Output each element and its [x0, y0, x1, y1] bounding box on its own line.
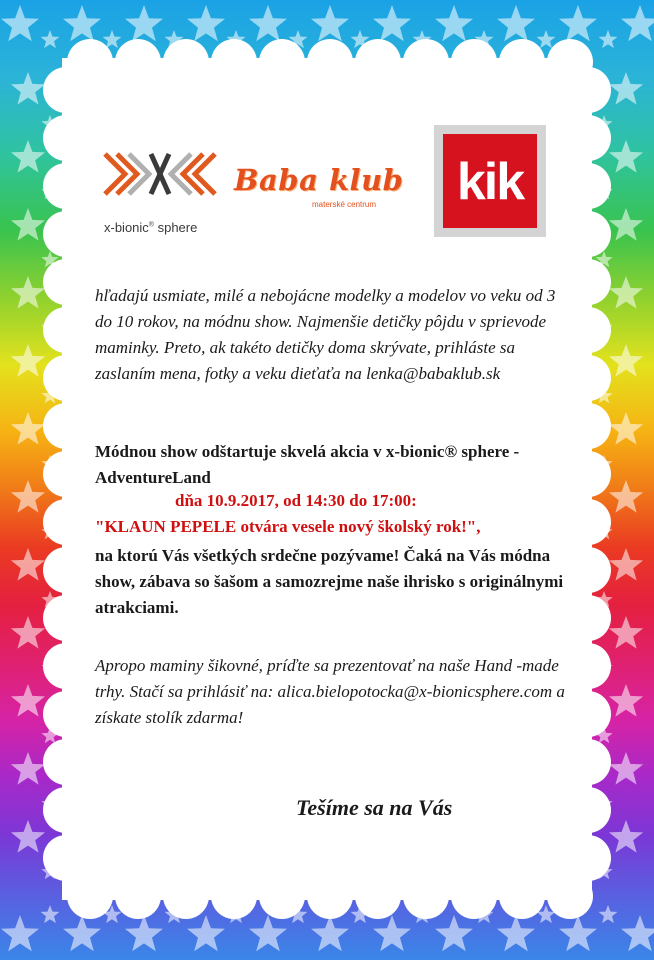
border-wave — [565, 835, 611, 881]
star-icon — [435, 915, 473, 951]
event-date: dňa 10.9.2017, od 14:30 do 17:00: — [175, 491, 417, 510]
border-wave — [43, 643, 89, 689]
star-icon — [609, 820, 643, 853]
star-icon — [1, 5, 39, 41]
star-icon — [249, 5, 287, 41]
border-wave — [43, 259, 89, 305]
star-icon — [125, 5, 163, 41]
border-wave — [211, 39, 257, 85]
border-wave — [565, 115, 611, 161]
border-wave — [163, 873, 209, 919]
border-wave — [565, 211, 611, 257]
star-icon — [609, 72, 643, 105]
paragraph-event-intro: Módnou show odštartuje skvelá akcia v x-bionic® sphere - AdventureLand — [95, 442, 520, 487]
border-wave — [43, 403, 89, 449]
star-icon — [11, 72, 45, 105]
border-wave — [355, 39, 401, 85]
border-wave — [43, 115, 89, 161]
star-icon — [609, 276, 643, 309]
border-wave — [163, 39, 209, 85]
star-icon — [11, 820, 45, 853]
border-wave — [43, 595, 89, 641]
star-icon — [41, 905, 60, 923]
border-wave — [43, 307, 89, 353]
border-wave — [451, 873, 497, 919]
closing-greeting: Tešíme sa na Vás — [296, 795, 453, 820]
star-icon — [125, 915, 163, 951]
event-title: "KLAUN PEPELE otvára vesele nový školský rok!", — [95, 517, 481, 536]
border-wave — [565, 163, 611, 209]
star-icon — [11, 140, 45, 173]
babaklub-logo-title: Baba klub — [234, 163, 404, 197]
border-wave — [43, 499, 89, 545]
border-wave — [565, 499, 611, 545]
xbionic-wordmark: x-bionic® sphere — [104, 220, 198, 235]
border-wave — [43, 355, 89, 401]
star-icon — [63, 915, 101, 951]
star-icon — [11, 412, 45, 445]
border-wave — [403, 39, 449, 85]
star-icon — [559, 915, 597, 951]
kik-logo-background — [443, 134, 537, 228]
border-wave — [565, 739, 611, 785]
border-wave — [115, 873, 161, 919]
star-icon — [435, 5, 473, 41]
star-icon — [373, 5, 411, 41]
star-icon — [311, 915, 349, 951]
border-wave — [43, 835, 89, 881]
kik-logo-text: kik — [456, 153, 524, 211]
star-icon — [621, 915, 654, 951]
star-icon — [249, 915, 287, 951]
kik-logo — [434, 125, 546, 237]
star-icon — [11, 480, 45, 513]
star-icon — [41, 30, 60, 48]
star-icon — [609, 548, 643, 581]
star-icon — [609, 412, 643, 445]
star-icon — [609, 140, 643, 173]
border-wave — [115, 39, 161, 85]
star-icon — [609, 208, 643, 241]
paragraph-event-details: na ktorú Vás všetkých srdečne pozývame! Čaká na Vás módna show, zábava so šašom a samozrejme naše ihrisko s originálnymi atrakciami. — [95, 546, 564, 617]
star-icon — [187, 915, 225, 951]
star-icon — [621, 5, 654, 41]
border-wave — [565, 67, 611, 113]
star-icon — [497, 5, 535, 41]
star-icon — [609, 752, 643, 785]
star-icon — [11, 684, 45, 717]
star-icon — [311, 5, 349, 41]
star-icon — [609, 344, 643, 377]
border-wave — [43, 211, 89, 257]
star-icon — [497, 915, 535, 951]
border-wave — [565, 787, 611, 833]
border-wave — [307, 873, 353, 919]
star-icon — [609, 616, 643, 649]
star-icon — [11, 276, 45, 309]
star-icon — [609, 684, 643, 717]
star-icon — [599, 30, 618, 48]
star-icon — [11, 548, 45, 581]
star-icon — [599, 905, 618, 923]
border-wave — [403, 873, 449, 919]
babaklub-logo-subtitle: materské centrum — [312, 200, 377, 209]
border-wave — [499, 39, 545, 85]
star-icon — [373, 915, 411, 951]
border-wave — [43, 739, 89, 785]
border-wave — [211, 873, 257, 919]
paragraph-casting-call: hľadajú usmiate, milé a nebojácne modelky a modelov vo veku od 3 do 10 rokov, na módnu show. Najmenšie detičky pôjdu v sprievode maminky. Preto, ak takéto detičky doma skrývate, prihláste sa zaslaním mena, fotky a veku dieťaťa na lenka@babaklub.sk — [95, 286, 556, 383]
border-wave — [355, 873, 401, 919]
border-wave — [307, 39, 353, 85]
border-wave — [43, 163, 89, 209]
star-icon — [1, 915, 39, 951]
border-wave — [499, 873, 545, 919]
border-wave — [67, 873, 113, 919]
border-wave — [259, 39, 305, 85]
border-wave — [259, 873, 305, 919]
star-icon — [609, 480, 643, 513]
star-icon — [11, 752, 45, 785]
star-icon — [63, 5, 101, 41]
border-wave — [43, 787, 89, 833]
border-wave — [451, 39, 497, 85]
border-wave — [43, 67, 89, 113]
border-wave — [43, 451, 89, 497]
star-icon — [11, 616, 45, 649]
star-icon — [187, 5, 225, 41]
paragraph-handmade-market: Apropo maminy šikovné, príďte sa prezentovať na naše Hand -made trhy. Stačí sa prihlásiť na: alica.bielopotocka@x-bionicsphere.com a získate stolík zdarma! — [95, 656, 565, 727]
star-icon — [11, 208, 45, 241]
border-wave — [43, 691, 89, 737]
border-wave — [43, 547, 89, 593]
star-icon — [559, 5, 597, 41]
star-icon — [11, 344, 45, 377]
